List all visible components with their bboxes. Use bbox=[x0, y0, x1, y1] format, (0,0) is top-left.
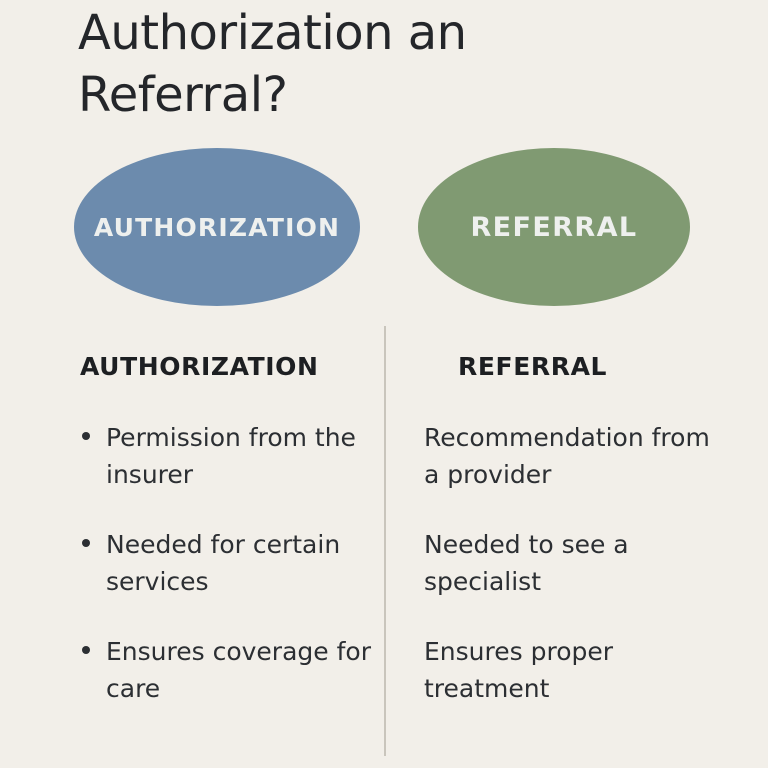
list-item bbox=[420, 419, 710, 493]
page-title bbox=[78, 2, 678, 126]
list-item-text: Permission from the insurer bbox=[106, 423, 356, 489]
list-item-text: Ensures coverage for care bbox=[106, 637, 371, 703]
page-title-line-1: Authorization an bbox=[78, 5, 467, 61]
list-item bbox=[76, 526, 376, 600]
referral-item-list bbox=[420, 419, 710, 707]
list-item bbox=[420, 633, 710, 707]
referral-ellipse bbox=[418, 148, 690, 306]
authorization-column bbox=[76, 352, 376, 740]
list-item-text: Needed to see a specialist bbox=[424, 530, 629, 596]
referral-column-heading: REFERRAL bbox=[458, 352, 608, 381]
list-item bbox=[76, 633, 376, 707]
list-item bbox=[420, 526, 710, 600]
list-item-text: Ensures proper treatment bbox=[424, 637, 614, 703]
authorization-item-list bbox=[76, 419, 376, 707]
referral-ellipse-label: REFERRAL bbox=[470, 211, 638, 243]
bullet-icon bbox=[82, 646, 90, 654]
authorization-ellipse bbox=[74, 148, 360, 306]
list-item-text: Recommendation from a provider bbox=[424, 423, 710, 489]
bullet-icon bbox=[82, 539, 90, 547]
page-title-line-2: Referral? bbox=[78, 67, 288, 123]
authorization-column-heading: AUTHORIZATION bbox=[80, 352, 319, 381]
bullet-icon bbox=[82, 432, 90, 440]
list-item bbox=[76, 419, 376, 493]
referral-column bbox=[420, 352, 710, 740]
list-item-text: Needed for certain services bbox=[106, 530, 341, 596]
authorization-ellipse-label: AUTHORIZATION bbox=[93, 212, 341, 242]
column-divider bbox=[384, 326, 386, 756]
